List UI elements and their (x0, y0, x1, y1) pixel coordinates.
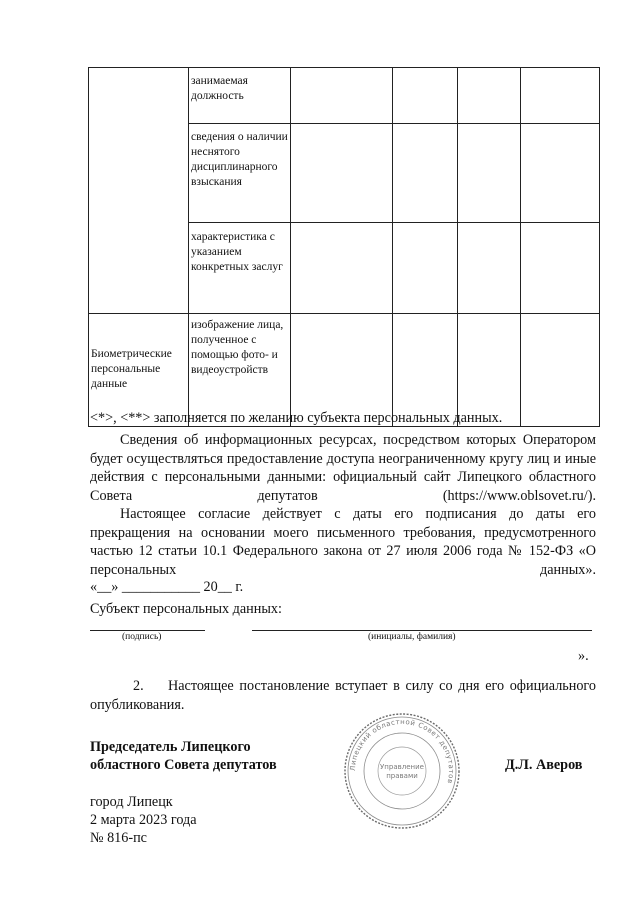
table-cell-empty (393, 223, 458, 314)
signature-caption: (подпись) (122, 632, 162, 642)
closing-quote: ». (578, 648, 589, 664)
table-cell-empty (291, 68, 393, 124)
document-number: № 816-пс (90, 830, 147, 846)
official-stamp (343, 712, 461, 830)
table-row (89, 68, 600, 124)
table-cell-empty (458, 124, 521, 223)
table-cell-description: сведения о наличии неснятого дисциплинарного взыскания (189, 124, 291, 223)
footnote: <*>, <**> заполняется по желанию субъекта персональных данных. (90, 410, 503, 426)
table-cell-empty (521, 124, 600, 223)
table-cell-category (89, 68, 189, 314)
table-cell-empty (393, 68, 458, 124)
table-cell-empty (521, 223, 600, 314)
stamp-outer-text: Липецкий областной Совет депутатов (348, 717, 456, 785)
category-label: Биометрические персональные данные (91, 347, 172, 390)
item-text: Настоящее постановление вступает в силу со дня его официального опубликования. (90, 678, 596, 713)
subject-label: Субъект персональных данных: (90, 601, 282, 617)
table-cell-empty (458, 68, 521, 124)
name-caption: (инициалы, фамилия) (368, 632, 456, 642)
signer-name: Д.Л. Аверов (505, 757, 583, 773)
table-cell-description: изображение лица, полученное с помощью фото- и видеоустройств (189, 314, 291, 427)
table-cell-description: занимаемая должность (189, 68, 291, 124)
stamp-center-line1: Управление (380, 763, 424, 771)
info-paragraph: Сведения об информационных ресурсах, посредством которых Оператором будет осуществляться предоставление доступа неограниченному кругу лиц и иные действия с персональными данными: официальный сайт Липецкого областного Совета депутатов (https://www.oblsovet.ru/). (90, 432, 596, 504)
table-cell-empty (521, 68, 600, 124)
consent-paragraph: Настоящее согласие действует с даты его подписания до даты его прекращения на основании моего письменного требования, предусмотренного частью 12 статьи 10.1 Федерального закона от 27 июля 2006 года № 152-ФЗ «О персональных данных». (90, 506, 596, 578)
signer-title-line1: Председатель Липецкого (90, 739, 251, 755)
stamp-center-line2: правами (386, 772, 418, 780)
table-cell-empty (393, 124, 458, 223)
name-line (252, 630, 592, 631)
date-line: «__» ___________ 20__ г. (90, 579, 244, 595)
table-cell-empty (291, 124, 393, 223)
place: город Липецк (90, 794, 173, 810)
item-number: 2. (133, 678, 144, 694)
table-cell-description: характеристика с указанием конкретных заслуг (189, 223, 291, 314)
document-date: 2 марта 2023 года (90, 812, 197, 828)
table-cell-empty (458, 223, 521, 314)
signature-line (90, 630, 205, 631)
signer-title-line2: областного Совета депутатов (90, 757, 277, 773)
table-cell-empty (291, 223, 393, 314)
personal-data-table (88, 67, 600, 427)
